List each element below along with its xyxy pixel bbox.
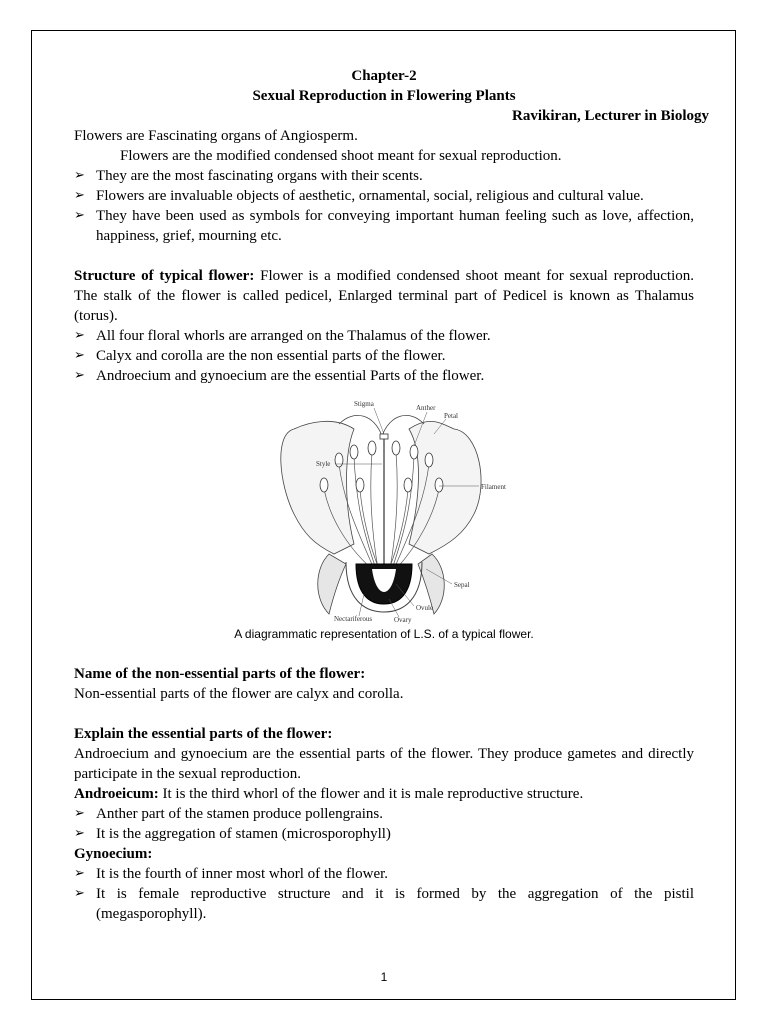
arrow-bullet-icon: ➢ (74, 188, 85, 203)
intro-line-2: Flowers are the modified condensed shoot meant for sexual reproduction. (120, 148, 562, 164)
label-sepal: Sepal (454, 581, 470, 589)
list-item: ➢ Calyx and corolla are the non essential parts of the flower. (74, 348, 446, 364)
non-essential-heading: Name of the non-essential parts of the flower: (74, 666, 366, 682)
list-item: ➢ Androecium and gynoecium are the essential Parts of the flower. (74, 368, 485, 384)
arrow-bullet-icon: ➢ (74, 168, 85, 183)
androecium-text: It is the third whorl of the flower and it is male reproductive structure. (158, 786, 584, 802)
structure-paragraph (74, 266, 694, 326)
structure-text: Flower is a modified condensed shoot meant for sexual reproduction. The stalk of the flower is called pedicel, Enlarged terminal part of Pedicel is known as Thalamus (torus). (74, 268, 695, 324)
page-number: 1 (380, 970, 388, 984)
label-nectariferous: Nectariferous (334, 615, 373, 623)
label-ovary: Ovary (394, 616, 412, 624)
chapter-label: Chapter-2 (351, 68, 417, 84)
list-item: ➢ It is the fourth of inner most whorl of the flower. (74, 866, 389, 882)
essential-text: Androecium and gynoecium are the essential parts of the flower. They produce gametes and directly participate in the sexual reproduction. (74, 746, 694, 782)
list-item: ➢ They are the most fascinating organs with their scents. (74, 168, 423, 184)
page-title: Sexual Reproduction in Flowering Plants (252, 88, 516, 104)
structure-heading: Structure of typical flower: (74, 268, 255, 284)
list-item: ➢ It is female reproductive structure and it is formed by the aggregation of the pistil (megasporophyll). (74, 886, 694, 922)
gynoecium-heading: Gynoecium: (74, 846, 153, 862)
arrow-bullet-icon: ➢ (74, 826, 85, 841)
flower-diagram-figure (74, 394, 694, 624)
list-item: ➢ Flowers are invaluable objects of aesthetic, ornamental, social, religious and cultural value. (74, 188, 644, 204)
list-item: ➢ They have been used as symbols for conveying important human feeling such as love, affection, happiness, grief, mourning etc. (74, 208, 694, 244)
list-item: ➢ It is the aggregation of stamen (microsporophyll) (74, 826, 391, 842)
arrow-bullet-icon: ➢ (74, 368, 85, 383)
label-style: Style (316, 460, 331, 468)
author-line: Ravikiran, Lecturer in Biology (512, 108, 709, 124)
arrow-bullet-icon: ➢ (74, 866, 85, 881)
label-filament: Filament (481, 483, 506, 491)
arrow-bullet-icon: ➢ (74, 208, 85, 223)
list-item: ➢ Anther part of the stamen produce pollengrains. (74, 806, 383, 822)
intro-bullet-list (74, 166, 694, 246)
androecium-heading: Androeicum: (74, 786, 159, 802)
label-ovule: Ovule (416, 604, 434, 612)
intro-line-1: Flowers are Fascinating organs of Angiosperm. (74, 128, 358, 144)
list-item: ➢ All four floral whorls are arranged on the Thalamus of the flower. (74, 328, 491, 344)
arrow-bullet-icon: ➢ (74, 328, 85, 343)
androecium-paragraph (74, 784, 694, 804)
document-body (74, 66, 709, 924)
arrow-bullet-icon: ➢ (74, 886, 85, 901)
essential-heading: Explain the essential parts of the flower: (74, 726, 333, 742)
gynoecium-bullet-list (74, 864, 694, 924)
structure-bullet-list (74, 326, 694, 386)
label-petal: Petal (444, 412, 458, 420)
figure-caption: A diagrammatic representation of L.S. of a typical flower. (234, 627, 534, 641)
flower-ls-diagram (234, 394, 534, 624)
androecium-bullet-list (74, 804, 694, 844)
non-essential-text: Non-essential parts of the flower are calyx and corolla. (74, 686, 404, 702)
arrow-bullet-icon: ➢ (74, 348, 85, 363)
label-stigma: Stigma (354, 400, 374, 408)
label-nectariferous-area (342, 623, 355, 624)
arrow-bullet-icon: ➢ (74, 806, 85, 821)
label-anther: Anther (416, 404, 436, 412)
